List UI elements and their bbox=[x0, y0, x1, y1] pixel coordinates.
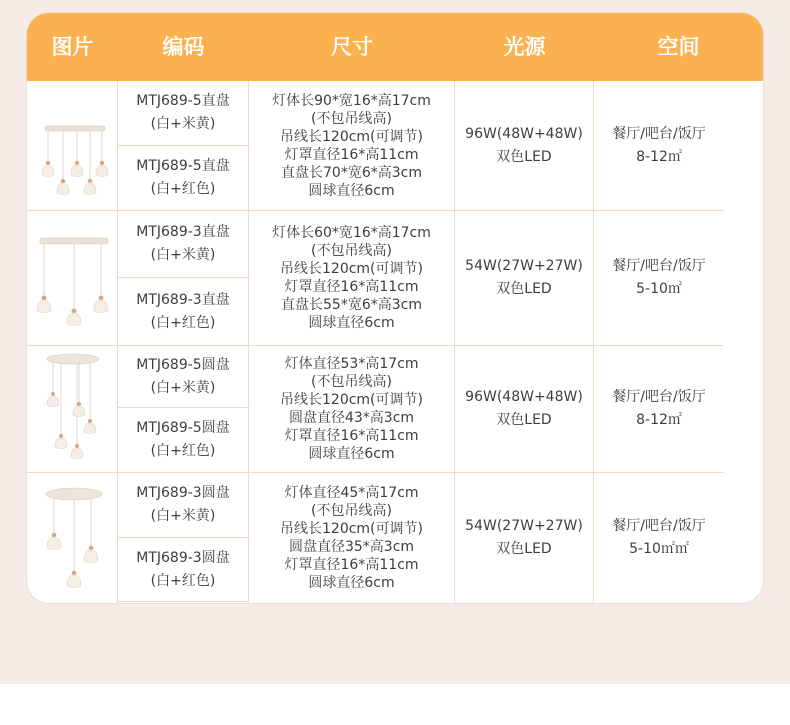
product-code: MTJ689-3圆盘 (白+米黄) bbox=[136, 485, 230, 524]
light-spec: 96W(48W+48W) 双色LED bbox=[465, 389, 583, 428]
light-spec: 96W(48W+48W) 双色LED bbox=[465, 125, 583, 165]
product-code: MTJ689-3直盘 (白+红色) bbox=[136, 291, 230, 331]
light-spec: 54W(27W+27W) 双色LED bbox=[465, 258, 583, 297]
product-code: MTJ689-5圆盘 (白+米黄) bbox=[136, 356, 230, 396]
bottom-strip bbox=[0, 684, 790, 725]
product-image-linear-5 bbox=[27, 81, 117, 210]
product-code: MTJ689-3圆盘 (白+红色) bbox=[136, 549, 230, 589]
space-spec: 餐厅/吧台/饭厅 8-12㎡ bbox=[612, 125, 706, 165]
pendant-lamp-round-3-icon bbox=[27, 473, 117, 603]
header-light: 光源 bbox=[503, 35, 546, 59]
product-code: MTJ689-5直盘 (白+红色) bbox=[136, 158, 230, 197]
table-header bbox=[27, 13, 763, 81]
size-spec: 灯体长90*宽16*高17cm (不包吊线高) 吊线长120cm(可调节) 灯罩直径16*高11cm 直盘长70*宽6*高3cm 圆球直径6cm bbox=[272, 92, 431, 199]
size-spec: 灯体长60*宽16*高17cm (不包吊线高) 吊线长120cm(可调节) 灯罩直径16*高11cm 直盘长55*宽6*高3cm 圆球直径6cm bbox=[272, 225, 431, 331]
header-code: 编码 bbox=[162, 35, 205, 59]
spec-table bbox=[27, 13, 763, 603]
header-image: 图片 bbox=[51, 35, 94, 59]
product-code: MTJ689-5圆盘 (白+红色) bbox=[136, 420, 230, 459]
space-spec: 餐厅/吧台/饭厅 5-10㎡㎡ bbox=[612, 518, 706, 557]
space-spec: 餐厅/吧台/饭厅 8-12㎡ bbox=[612, 389, 706, 428]
product-image-round-3 bbox=[27, 473, 117, 603]
header-space: 空间 bbox=[657, 35, 700, 59]
pendant-lamp-linear-3-icon bbox=[27, 211, 117, 345]
product-image-linear-3 bbox=[27, 211, 117, 345]
pendant-lamp-round-5-icon bbox=[27, 346, 117, 472]
size-spec: 灯体直径45*高17cm (不包吊线高) 吊线长120cm(可调节) 圆盘直径35*高3cm 灯罩直径16*高11cm 圆球直径6cm bbox=[280, 485, 423, 591]
light-spec: 54W(27W+27W) 双色LED bbox=[465, 518, 583, 557]
header-size: 尺寸 bbox=[331, 35, 373, 59]
pendant-lamp-linear-5-icon bbox=[27, 81, 117, 210]
product-code: MTJ689-3直盘 (白+米黄) bbox=[136, 224, 230, 263]
product-code: MTJ689-5直盘 (白+米黄) bbox=[136, 93, 230, 132]
code-divider bbox=[117, 601, 248, 602]
space-spec: 餐厅/吧台/饭厅 5-10㎡ bbox=[612, 258, 706, 297]
size-spec: 灯体直径53*高17cm (不包吊线高) 吊线长120cm(可调节) 圆盘直径43*高3cm 灯罩直径16*高11cm 圆球直径6cm bbox=[280, 356, 423, 462]
product-image-round-5 bbox=[27, 346, 117, 472]
